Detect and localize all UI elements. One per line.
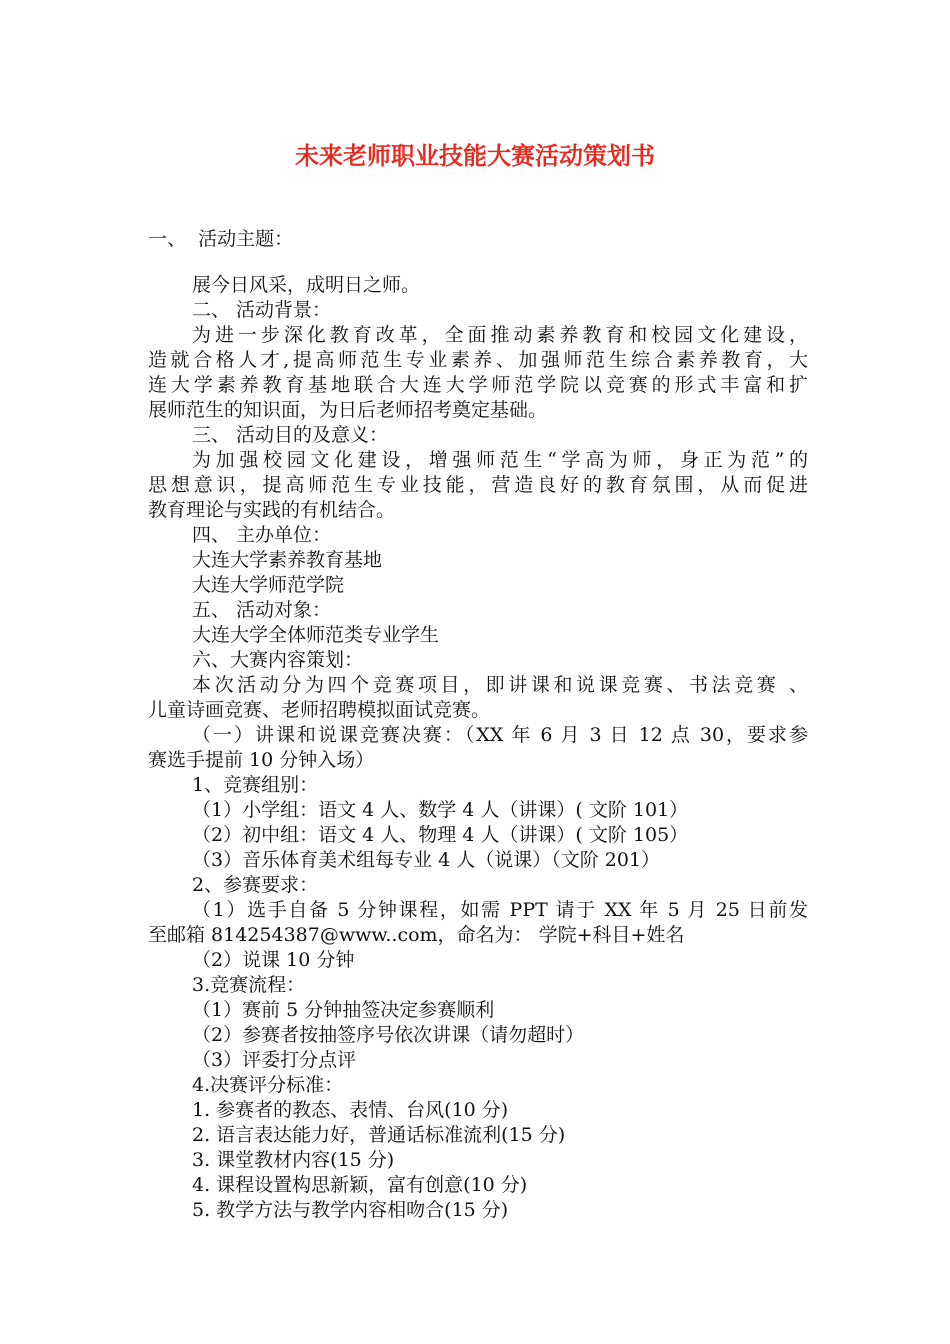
body-line: 展今日风采，成明日之师。 [192, 274, 421, 296]
body-line: 二、 活动背景： [192, 299, 332, 321]
section-heading-theme: 一、 活动主题： [148, 228, 294, 250]
body-line: 教育理论与实践的有机结合。 [148, 499, 396, 521]
body-line: （2）说课 10 分钟 [192, 949, 355, 971]
body-line: 大连大学师范学院 [192, 574, 345, 596]
body-line: 1、竞赛组别： [192, 774, 319, 796]
body-line: 1. 参赛者的教态、表情、台风(10 分) [192, 1099, 509, 1121]
body-line: 三、 活动目的及意义： [192, 424, 389, 446]
body-line: （一）讲课和说课竞赛决赛：（XX 年 6 月 3 日 12 点 30，要求参 [192, 724, 808, 746]
body-line: 为进一步深化教育改革，全面推动素养教育和校园文化建设， [192, 324, 808, 346]
body-line: （2）初中组：语文 4 人、物理 4 人（讲课）( 文阶 105） [192, 824, 689, 846]
body-line: 大连大学全体师范类专业学生 [192, 624, 440, 646]
body-line: （1）小学组：语文 4 人、数学 4 人（讲课）( 文阶 101） [192, 799, 689, 821]
body-line: 4.决赛评分标准： [192, 1074, 344, 1096]
document-body [148, 273, 808, 1223]
body-line: 2、参赛要求： [192, 874, 319, 896]
body-line: （1）赛前 5 分钟抽签决定参赛顺利 [192, 999, 495, 1021]
body-line: （1）选手自备 5 分钟课程，如需 PPT 请于 XX 年 5 月 25 日前发 [192, 899, 808, 921]
body-line: （3）评委打分点评 [192, 1049, 357, 1071]
body-line: 四、 主办单位： [192, 524, 332, 546]
body-line: （2）参赛者按抽签序号依次讲课（请勿超时） [192, 1024, 585, 1046]
body-line: 儿童诗画竞赛、老师招聘模拟面试竞赛。 [148, 699, 491, 721]
document-title: 未来老师职业技能大赛活动策划书 [295, 142, 655, 170]
body-line: 五、 活动对象： [192, 599, 332, 621]
body-line: 造就合格人才,提高师范生专业素养、加强师范生综合素养教育，大 [148, 349, 808, 371]
body-line: 5. 教学方法与教学内容相吻合(15 分) [192, 1199, 509, 1221]
body-line: 3. 课堂教材内容(15 分) [192, 1149, 395, 1171]
body-line: 六、大赛内容策划： [192, 649, 364, 671]
body-line: 至邮箱 814254387@www..com，命名为： 学院+科目+姓名 [148, 924, 685, 946]
body-line: 2. 语言表达能力好，普通话标准流利(15 分) [192, 1124, 566, 1146]
body-line: 赛选手提前 10 分钟入场） [148, 749, 375, 771]
body-line: 连大学素养教育基地联合大连大学师范学院以竞赛的形式丰富和扩 [148, 374, 808, 396]
body-line: 展师范生的知识面，为日后老师招考奠定基础。 [148, 399, 548, 421]
body-line: 思想意识，提高师范生专业技能，营造良好的教育氛围，从而促进 [148, 474, 808, 496]
body-line: 本次活动分为四个竞赛项目，即讲课和说课竞赛、书法竞赛 、 [192, 674, 808, 696]
body-line: 大连大学素养教育基地 [192, 549, 383, 571]
body-line: （3）音乐体育美术组每专业 4 人（说课）（文阶 201） [192, 849, 661, 871]
body-line: 3.竞赛流程： [192, 974, 306, 996]
body-line: 为加强校园文化建设，增强师范生“学高为师，身正为范”的 [192, 449, 808, 471]
body-line: 4. 课程设置构思新颖，富有创意(10 分) [192, 1174, 528, 1196]
